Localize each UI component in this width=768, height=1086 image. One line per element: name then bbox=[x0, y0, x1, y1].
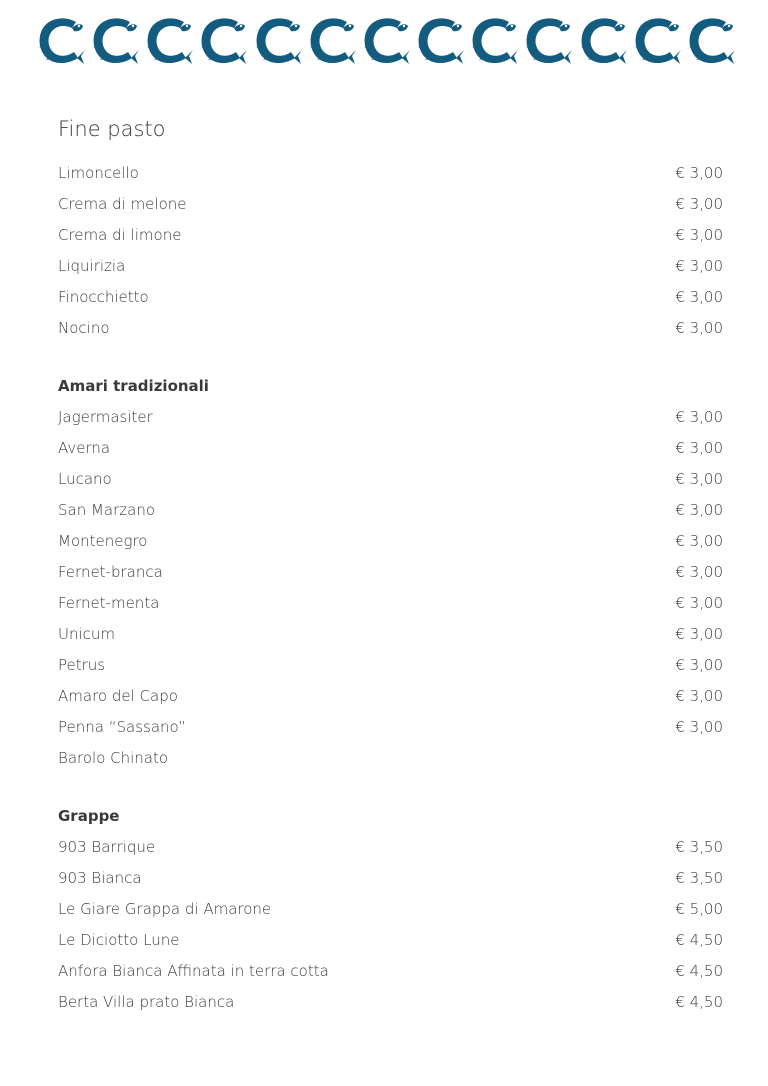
item-name: Fernet-menta bbox=[58, 594, 160, 612]
list-item bbox=[58, 832, 723, 863]
section-title: Amari tradizionali bbox=[58, 377, 209, 395]
list-item bbox=[58, 650, 723, 681]
item-price: € 3,00 bbox=[675, 288, 723, 306]
item-name: Finocchietto bbox=[58, 288, 149, 306]
item-price: € 3,00 bbox=[675, 594, 723, 612]
item-name: Unicum bbox=[58, 625, 116, 643]
fish-icon bbox=[361, 14, 411, 66]
list-item bbox=[58, 712, 723, 743]
item-price: € 4,50 bbox=[675, 931, 723, 949]
item-price: € 3,00 bbox=[675, 195, 723, 213]
menu bbox=[58, 112, 723, 1045]
list-item bbox=[58, 313, 723, 344]
fish-icon bbox=[90, 14, 140, 66]
section-amari-tradizionali bbox=[58, 371, 723, 774]
item-name: Fernet-branca bbox=[58, 563, 163, 581]
item-price: € 3,00 bbox=[675, 408, 723, 426]
list-item bbox=[58, 894, 723, 925]
list-item bbox=[58, 402, 723, 433]
decorative-border bbox=[36, 14, 736, 66]
item-price: € 3,00 bbox=[675, 563, 723, 581]
list-item bbox=[58, 495, 723, 526]
fish-icon bbox=[578, 14, 628, 66]
list-item bbox=[58, 925, 723, 956]
item-price: € 3,50 bbox=[675, 838, 723, 856]
item-price: € 3,00 bbox=[675, 164, 723, 182]
fish-icon bbox=[686, 14, 736, 66]
item-price: € 5,00 bbox=[675, 900, 723, 918]
section-title: Grappe bbox=[58, 807, 120, 825]
list-item bbox=[58, 619, 723, 650]
list-item bbox=[58, 464, 723, 495]
item-name: San Marzano bbox=[58, 501, 156, 519]
item-name: Crema di melone bbox=[58, 195, 187, 213]
item-name: Lucano bbox=[58, 470, 112, 488]
list-item bbox=[58, 557, 723, 588]
list-item bbox=[58, 956, 723, 987]
section-grappe bbox=[58, 801, 723, 1018]
fish-icon bbox=[415, 14, 465, 66]
fish-icon bbox=[523, 14, 573, 66]
item-price: € 3,00 bbox=[675, 501, 723, 519]
item-name: 903 Barrique bbox=[58, 838, 156, 856]
fish-icon bbox=[307, 14, 357, 66]
fish-icon bbox=[253, 14, 303, 66]
item-name: Le Giare Grappa di Amarone bbox=[58, 900, 272, 918]
item-name: Crema di limone bbox=[58, 226, 182, 244]
list-item bbox=[58, 987, 723, 1018]
item-price: € 3,50 bbox=[675, 869, 723, 887]
item-name: Jagermasiter bbox=[58, 408, 153, 426]
list-item bbox=[58, 282, 723, 313]
list-item bbox=[58, 863, 723, 894]
item-price: € 3,00 bbox=[675, 470, 723, 488]
item-name: Amaro del Capo bbox=[58, 687, 178, 705]
item-name: Nocino bbox=[58, 319, 110, 337]
item-name: Berta Villa prato Bianca bbox=[58, 993, 235, 1011]
section-fine-pasto bbox=[58, 112, 723, 344]
item-price: € 4,50 bbox=[675, 993, 723, 1011]
item-name: Montenegro bbox=[58, 532, 148, 550]
item-name: Liquirizia bbox=[58, 257, 126, 275]
item-price: € 3,00 bbox=[675, 625, 723, 643]
item-price: € 4,50 bbox=[675, 962, 723, 980]
fish-icon bbox=[36, 14, 86, 66]
fish-icon bbox=[469, 14, 519, 66]
list-item bbox=[58, 158, 723, 189]
list-item bbox=[58, 526, 723, 557]
fish-icon bbox=[198, 14, 248, 66]
item-name: Petrus bbox=[58, 656, 106, 674]
item-price: € 3,00 bbox=[675, 226, 723, 244]
list-item bbox=[58, 251, 723, 282]
list-item bbox=[58, 743, 723, 774]
item-price: € 3,00 bbox=[675, 439, 723, 457]
item-price: € 3,00 bbox=[675, 319, 723, 337]
list-item bbox=[58, 220, 723, 251]
item-name: Averna bbox=[58, 439, 111, 457]
item-price: € 3,00 bbox=[675, 656, 723, 674]
fish-icon bbox=[632, 14, 682, 66]
list-item bbox=[58, 189, 723, 220]
item-price: € 3,00 bbox=[675, 257, 723, 275]
item-name: 903 Bianca bbox=[58, 869, 142, 887]
item-name: Barolo Chinato bbox=[58, 749, 169, 767]
item-price: € 3,00 bbox=[675, 718, 723, 736]
item-price: € 3,00 bbox=[675, 687, 723, 705]
fish-icon bbox=[144, 14, 194, 66]
item-name: Anfora Bianca Affinata in terra cotta bbox=[58, 962, 329, 980]
list-item bbox=[58, 433, 723, 464]
section-title: Fine pasto bbox=[58, 117, 166, 141]
item-name: Penna “Sassano” bbox=[58, 718, 186, 736]
item-name: Limoncello bbox=[58, 164, 139, 182]
list-item bbox=[58, 588, 723, 619]
item-price: € 3,00 bbox=[675, 532, 723, 550]
list-item bbox=[58, 681, 723, 712]
item-name: Le Diciotto Lune bbox=[58, 931, 180, 949]
